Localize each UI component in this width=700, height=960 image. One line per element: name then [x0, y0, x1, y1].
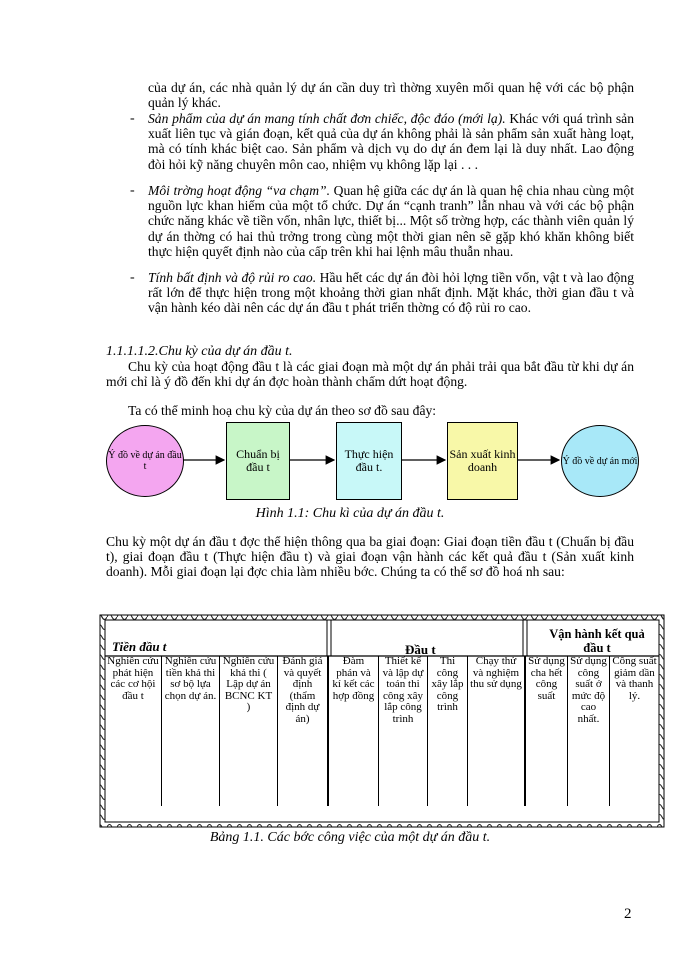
page-number: 2 — [624, 906, 632, 922]
step-cell: Công suất giảm dần và thanh lý. — [612, 655, 657, 702]
phase-operation: Vận hành kết quả đầu t — [549, 627, 645, 655]
step-cell: Nghiên cứu tiền khả thi sơ bộ lựa chọn dự án. — [162, 656, 220, 806]
node-idea-oval: Ý đồ về dự án đầu t — [106, 425, 184, 497]
step-cell: Thiết kế và lập dự toán thi công xây lắp công trình — [379, 656, 428, 806]
bullet-dash: - — [130, 270, 135, 285]
step-cell: Chạy thử và nghiệm thu sử dụng — [468, 656, 525, 806]
bullet-title: Môi trờng hoạt động “va chạm”. — [148, 183, 331, 198]
table-caption: Bảng 1.1. Các bớc công việc của một dự án đầu t. — [209, 830, 491, 845]
bullet-title: Tính bất định và độ rủi ro cao. — [148, 270, 317, 285]
node-implementation: Thực hiện đầu t. — [336, 422, 402, 500]
bullet-body: Quan hệ giữa các dự án là quan hệ chia nhau cùng một nguồn lực khan hiếm của một tổ chức. Dự án “cạnh tranh” lẫn nhau và với các bộ phận chức năng khác về tiền vốn, nhân lực, thiết bị... Một số trờng hợp, các thành viên quản lý dự án thờng có hai thủ trởng trong cùng một thời gian nên sẽ gặp khó khăn không biết thực hiện quyết định nào của cấp trên khi hai lệnh mâu thuẫn nhau. — [148, 183, 634, 259]
bullet-title: Sản phẩm của dự án mang tính chất đơn chiếc, độc đáo (mới lạ). — [148, 111, 506, 126]
step-cell: Thi công xây lắp công trình — [428, 656, 468, 806]
step-cell: Đánh giá và quyết định (thẩm định dự án) — [278, 656, 328, 806]
bullet-risk — [148, 270, 634, 316]
bullet-unique-product — [148, 111, 634, 172]
paragraph-phases: Chu kỳ một dự án đầu t đợc thể hiện thông qua ba giai đoạn: Giai đoạn tiền đầu t (Chuẩn bị đầu t), giai đoạn đầu t (Thực hiện đầu t) và giai đoạn vận hành các kết quả đầu t (Sản xuất kinh doanh). Mỗi giai đoạn lại đợc chia làm nhiều bớc. Chúng ta có thể sơ đồ hoá nh sau: — [106, 534, 634, 580]
node-new-idea-oval: Ý đồ về dự án mới — [561, 425, 639, 497]
bullet-dash: - — [130, 111, 135, 126]
phase-investment: Đầu t — [405, 642, 436, 657]
node-preparation: Chuẩn bị đầu t — [226, 422, 290, 500]
phase-pre-investment: Tiền đầu t — [112, 639, 167, 654]
cycle-diagram — [106, 420, 666, 520]
bullet-dash: - — [130, 183, 135, 198]
bullet-environment — [148, 183, 634, 259]
node-production: Sản xuất kinh doanh — [447, 422, 518, 500]
figure-caption: Hình 1.1: Chu kì của dự án đầu t. — [255, 506, 445, 521]
paragraph-cycle: Chu kỳ của hoạt động đầu t là các giai đoạn mà một dự án phải trải qua bắt đầu từ khi dự án mới chỉ là ý đồ đến khi dự án đợc hoàn thành chấm dứt hoạt động. — [106, 359, 634, 390]
bullet-body: Khác với quá trình sản xuất liên tục và gián đoạn, kết quả của dự án không phải là sản phẩm sản xuất hàng loạt, mà có tính khác biệt cao. Sản phẩm và dịch vụ do dự án đem lại là duy nhất. Lao động đòi hỏi kỹ năng chuyên môn cao, nhiệm vụ không lặp lại . . . — [148, 111, 634, 172]
paragraph-continuation: của dự án, các nhà quản lý dự án cần duy trì thờng xuyên mối quan hệ với các bộ phận quản lý khác. — [148, 80, 634, 111]
paragraph-diagram-intro: Ta có thể minh hoạ chu kỳ của dự án theo sơ đồ sau đây: — [128, 403, 437, 418]
section-heading: 1.1.1.1.2.Chu kỳ của dự án đầu t. — [106, 344, 293, 359]
step-cell: Nghiên cứu phát hiện các cơ hội đầu t — [105, 656, 162, 806]
bullet-body: Hầu hết các dự án đòi hỏi lợng tiền vốn, vật t và lao động rất lớn để thực hiện trong một khoảng thời gian nhất định. Mặt khác, thời gian đầu t và vận hành kéo dài nên các dự án đầu t phát triển thờng có độ rủi ro cao. — [148, 270, 635, 316]
step-cell: Sử dụng công suất ở mức độ cao nhất. — [568, 656, 610, 806]
step-cell: Sử dụng cha hết công suất — [525, 656, 568, 806]
step-cell: Nghiên cứu khả thi ( Lập dự án BCNC KT ) — [220, 656, 278, 806]
step-cell: Đàm phán và kí kết các hợp đồng — [328, 656, 379, 806]
